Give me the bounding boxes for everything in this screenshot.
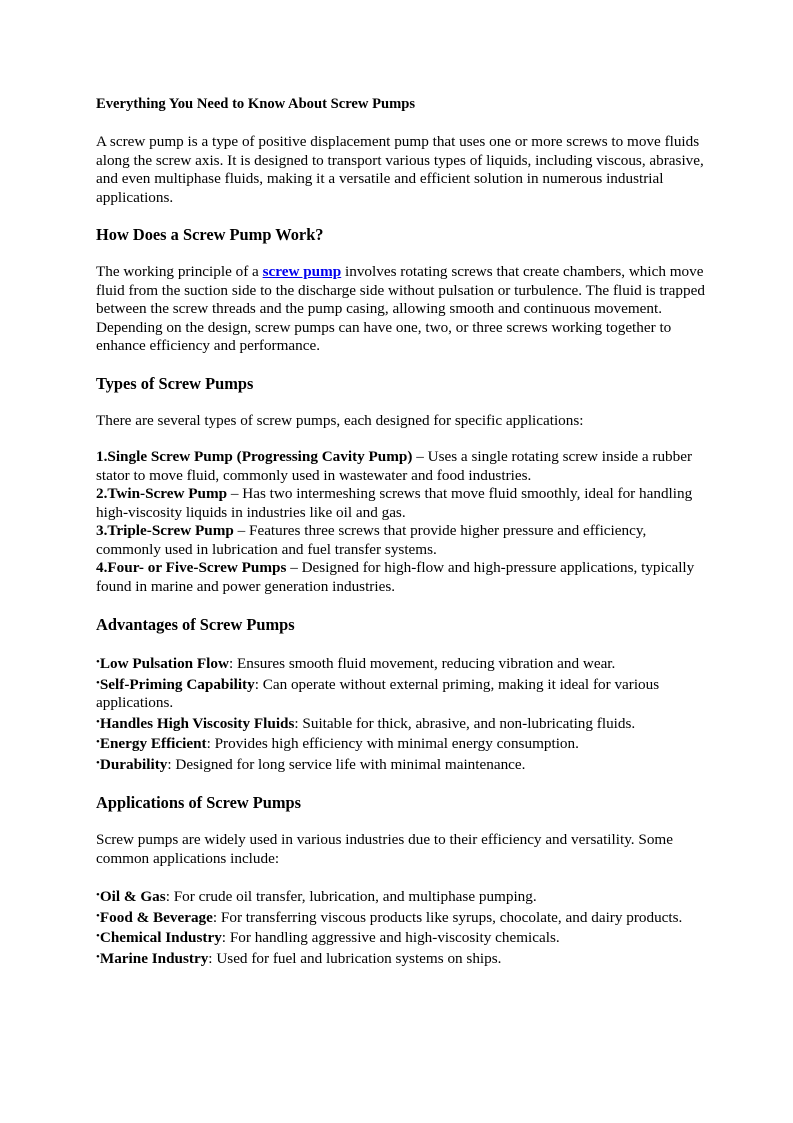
list-item bbox=[96, 485, 706, 522]
list-item-desc: – Features three screws that provide higher pressure and efficiency, commonly used in lubrication and fuel transfer systems. bbox=[96, 522, 647, 558]
list-item-term: Handles High Viscosity Fluids bbox=[99, 714, 295, 732]
list-item-term: 1.Single Screw Pump (Progressing Cavity Pump) bbox=[96, 448, 413, 465]
list-item-term: Oil & Gas bbox=[99, 888, 166, 905]
list-item-desc: : Provides high efficiency with minimal energy consumption. bbox=[206, 735, 579, 752]
list-item bbox=[96, 522, 706, 559]
list-item-term: Energy Efficient bbox=[99, 735, 207, 752]
list-item-term: Durability bbox=[99, 755, 168, 773]
list-item-term: Marine Industry bbox=[99, 949, 209, 967]
list-item bbox=[96, 927, 706, 948]
bullet-icon: • bbox=[96, 930, 100, 942]
list-item-desc: : For transferring viscous products like syrups, chocolate, and dairy products. bbox=[212, 908, 683, 926]
list-item-desc: : Ensures smooth fluid movement, reducing vibration and wear. bbox=[228, 655, 616, 672]
list-item-term: 2.Twin-Screw Pump bbox=[96, 485, 228, 502]
list-item-term: Self-Priming Capability bbox=[99, 675, 255, 693]
bullet-icon: • bbox=[96, 736, 100, 748]
advantages-list bbox=[96, 653, 706, 774]
list-item-term: Chemical Industry bbox=[99, 929, 222, 946]
bullet-icon: • bbox=[96, 676, 100, 689]
list-item bbox=[96, 713, 706, 734]
list-item-desc: : For handling aggressive and high-viscosity chemicals. bbox=[221, 929, 560, 946]
list-item-desc: : For crude oil transfer, lubrication, and multiphase pumping. bbox=[165, 888, 537, 905]
bullet-icon: • bbox=[96, 909, 100, 922]
list-item-desc: : Can operate without external priming, making it ideal for various applications. bbox=[96, 675, 660, 711]
list-item bbox=[96, 653, 706, 674]
list-item-desc: – Designed for high-flow and high-pressure applications, typically found in marine and power generation industries. bbox=[96, 559, 695, 595]
how-it-works-text-after-link: involves rotating screws that create chambers, which move fluid from the suction side to the discharge side without pulsation or turbulence. The fluid is trapped between the screw threads and the pump casing, allowing smooth and continuous movement. Depending on the design, screw pumps can have one, two, or three screws working together to enhance efficiency and performance. bbox=[96, 263, 705, 354]
list-item-desc: : Designed for long service life with minimal maintenance. bbox=[167, 755, 526, 773]
bullet-icon: • bbox=[96, 656, 100, 668]
section-heading-applications: Applications of Screw Pumps bbox=[96, 793, 302, 812]
applications-intro-paragraph: Screw pumps are widely used in various industries due to their efficiency and versatility. Some common applications include: bbox=[96, 831, 673, 867]
section-heading-how-it-works: How Does a Screw Pump Work? bbox=[96, 225, 324, 244]
intro-paragraph: A screw pump is a type of positive displacement pump that uses one or more screws to move fluids along the screw axis. It is designed to transport various types of liquids, including viscous, abrasive, and even multiphase fluids, making it a versatile and efficient solution in numerous industrial applications. bbox=[96, 133, 704, 206]
screw-pump-link[interactable]: screw pump bbox=[262, 263, 342, 280]
document-title: Everything You Need to Know About Screw Pumps bbox=[96, 96, 416, 112]
list-item bbox=[96, 448, 706, 485]
list-item bbox=[96, 733, 706, 754]
section-heading-types: Types of Screw Pumps bbox=[96, 373, 254, 393]
list-item bbox=[96, 907, 706, 928]
types-list bbox=[96, 448, 706, 596]
document-page bbox=[96, 95, 706, 968]
types-intro-paragraph: There are several types of screw pumps, each designed for specific applications: bbox=[96, 411, 584, 429]
list-item bbox=[96, 948, 706, 969]
list-item-desc: – Has two intermeshing screws that move fluid smoothly, ideal for handling high-viscosity liquids in industries like oil and gas. bbox=[96, 485, 693, 521]
list-item bbox=[96, 674, 706, 713]
how-it-works-text-before-link: The working principle of a bbox=[96, 263, 263, 280]
how-it-works-paragraph bbox=[96, 263, 706, 356]
list-item-desc: : Suitable for thick, abrasive, and non-lubricating fluids. bbox=[294, 714, 636, 732]
bullet-icon: • bbox=[96, 715, 100, 728]
applications-list bbox=[96, 886, 706, 968]
list-item-term: Low Pulsation Flow bbox=[99, 655, 229, 672]
list-item-desc: – Uses a single rotating screw inside a rubber stator to move fluid, commonly used in wastewater and food industries. bbox=[96, 448, 693, 484]
section-heading-advantages: Advantages of Screw Pumps bbox=[96, 615, 295, 634]
bullet-icon: • bbox=[96, 889, 100, 901]
list-item bbox=[96, 886, 706, 907]
bullet-icon: • bbox=[96, 950, 100, 963]
bullet-icon: • bbox=[96, 756, 100, 769]
list-item-term: Food & Beverage bbox=[99, 908, 213, 926]
list-item-term: 3.Triple-Screw Pump bbox=[96, 522, 234, 539]
list-item bbox=[96, 559, 706, 596]
list-item-desc: : Used for fuel and lubrication systems on ships. bbox=[208, 949, 502, 967]
list-item bbox=[96, 754, 706, 775]
list-item-term: 4.Four- or Five-Screw Pumps bbox=[96, 559, 287, 576]
